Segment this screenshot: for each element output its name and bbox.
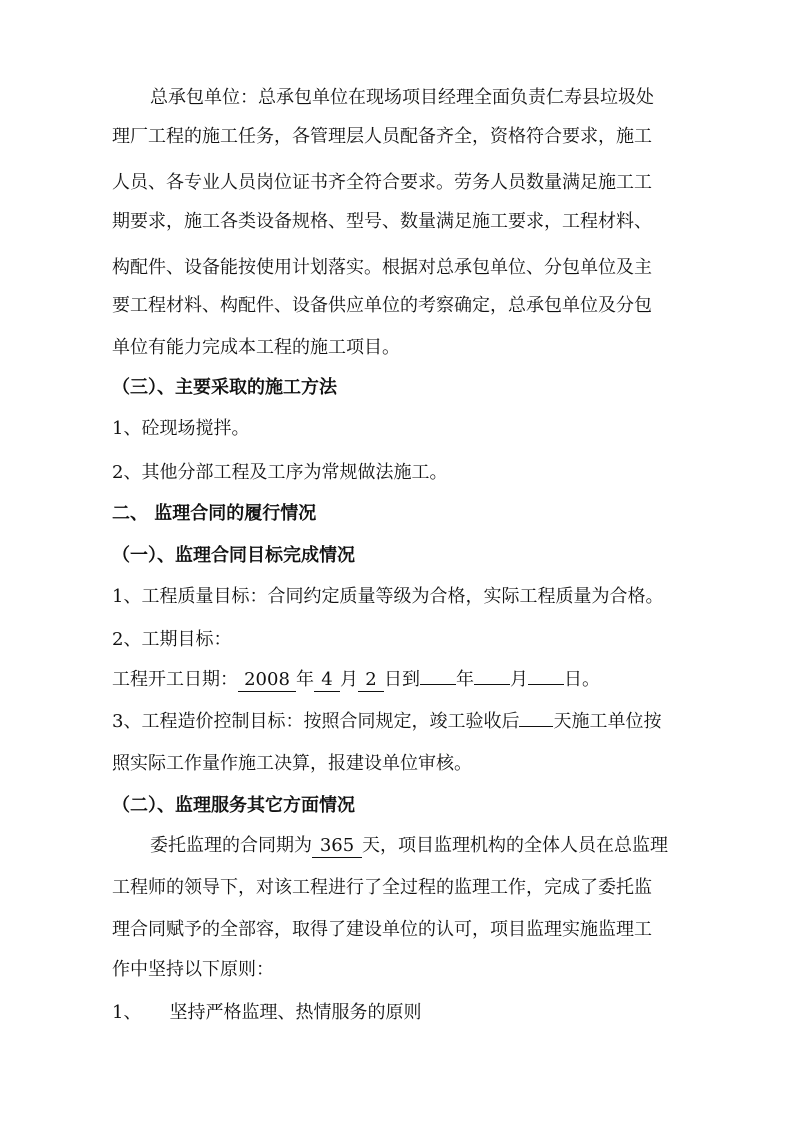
heading-other-services: （二）、监理服务其它方面情况 xyxy=(112,795,355,816)
end-month-blank xyxy=(474,684,510,685)
cost-control-prefix: 3、工程造价控制目标：按照合同规定，竣工验收后 xyxy=(112,711,520,732)
cost-control-line-1 xyxy=(112,710,661,734)
service-line-4: 作中坚持以下原则： xyxy=(112,959,274,980)
service-line-1 xyxy=(150,834,668,858)
end-day-label: 日。 xyxy=(564,669,600,690)
start-date-prefix: 工程开工日期： xyxy=(112,669,238,690)
cost-control-suffix: 天施工单位按 xyxy=(553,711,662,732)
service-suffix: 天，项目监理机构的全体人员在总监理 xyxy=(362,835,668,856)
intro-line-6: 要工程材料、构配件、设备供应单位的考察确定，总承包单位及分包 xyxy=(112,295,652,316)
start-date-line xyxy=(112,668,600,692)
cost-control-line-2: 照实际工作量作施工决算，报建设单位审核。 xyxy=(112,753,472,774)
service-line-3: 理合同赋予的全部容，取得了建设单位的认可，项目监理实施监理工 xyxy=(112,919,652,940)
goal-schedule: 2、工期目标： xyxy=(112,629,232,650)
heading-construction-methods: （三）、主要采取的施工方法 xyxy=(112,377,337,398)
intro-line-7: 单位有能力完成本工程的施工项目。 xyxy=(112,337,400,358)
contract-days: 365 xyxy=(312,835,362,858)
heading-contract-goals: （一）、监理合同目标完成情况 xyxy=(112,545,355,566)
day-label: 日到 xyxy=(384,669,420,690)
intro-line-1: 总承包单位：总承包单位在现场项目经理全面负责仁寿县垃圾处 xyxy=(150,87,654,108)
end-year-label: 年 xyxy=(456,669,474,690)
start-month: 4 xyxy=(314,669,340,692)
cost-days-blank xyxy=(519,726,553,727)
principle-item-1 xyxy=(112,1001,421,1025)
end-month-label: 月 xyxy=(510,669,528,690)
principle-number: 1、 xyxy=(112,1002,142,1023)
start-day: 2 xyxy=(358,669,384,692)
goal-quality: 1、工程质量目标：合同约定质量等级为合格，实际工程质量为合格。 xyxy=(112,586,664,607)
year-label: 年 xyxy=(296,669,314,690)
intro-line-2: 理厂工程的施工任务，各管理层人员配备齐全，资格符合要求，施工 xyxy=(112,126,652,147)
service-prefix: 委托监理的合同期为 xyxy=(150,835,312,856)
end-day-blank xyxy=(528,684,564,685)
start-year: 2008 xyxy=(238,669,296,692)
service-line-2: 工程师的领导下，对该工程进行了全过程的监理工作，完成了委托监 xyxy=(112,877,652,898)
method-item-2: 2、其他分部工程及工序为常规做法施工。 xyxy=(112,462,448,483)
end-year-blank xyxy=(420,684,456,685)
intro-line-3: 人员、各专业人员岗位证书齐全符合要求。劳务人员数量满足施工工 xyxy=(112,172,652,193)
heading-contract-performance: 二、 监理合同的履行情况 xyxy=(112,503,317,524)
intro-line-5: 构配件、设备能按使用计划落实。根据对总承包单位、分包单位及主 xyxy=(112,257,652,278)
intro-line-4: 期要求，施工各类设备规格、型号、数量满足施工要求，工程材料、 xyxy=(112,211,652,232)
method-item-1: 1、砼现场搅拌。 xyxy=(112,418,250,439)
principle-text: 坚持严格监理、热情服务的原则 xyxy=(169,1002,422,1023)
month-label: 月 xyxy=(340,669,358,690)
